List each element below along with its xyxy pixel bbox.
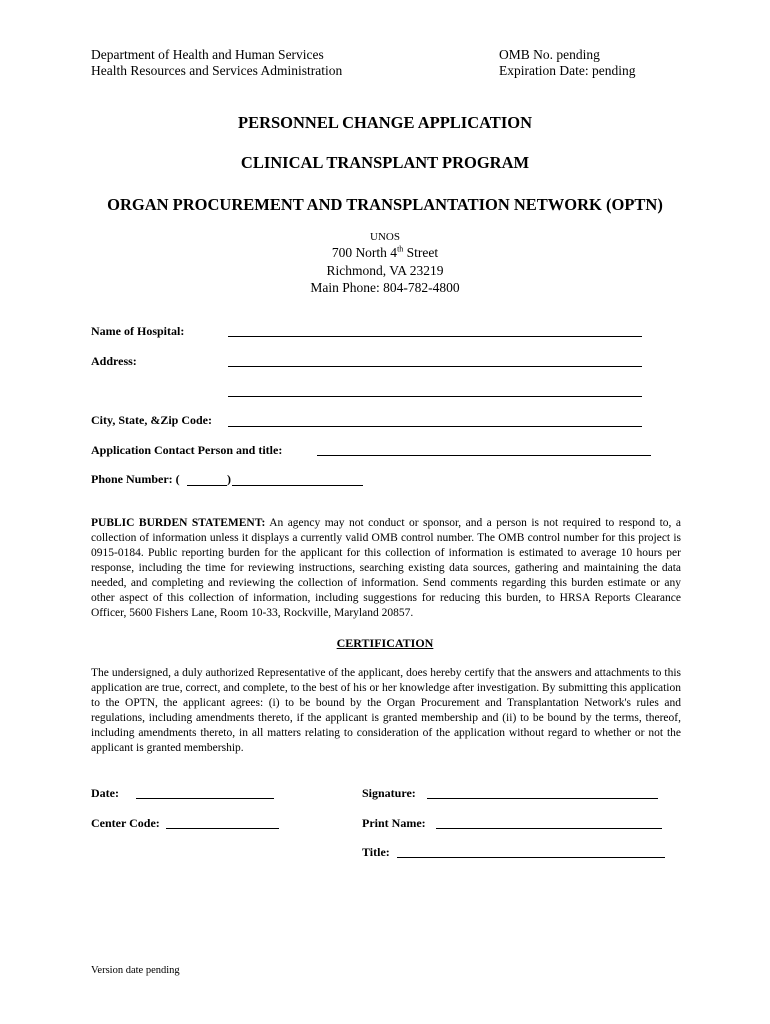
city-state-zip-field[interactable] bbox=[228, 412, 642, 427]
contact-person-field[interactable] bbox=[317, 441, 651, 456]
city-label: City, State, &Zip Code: bbox=[91, 413, 212, 427]
omb-number: OMB No. pending bbox=[499, 47, 600, 62]
date-label: Date: bbox=[91, 786, 119, 800]
administration-name: Health Resources and Services Administration bbox=[91, 63, 343, 78]
burden-heading: PUBLIC BURDEN STATEMENT: bbox=[91, 517, 266, 529]
phone-paren-close: ) bbox=[227, 472, 231, 486]
hospital-name-field[interactable] bbox=[228, 322, 642, 337]
address-label: Address: bbox=[91, 354, 137, 368]
hospital-label: Name of Hospital: bbox=[91, 324, 185, 338]
network-title: ORGAN PROCUREMENT AND TRANSPLANTATION NETWORK (OPTN) bbox=[107, 195, 663, 214]
phone-area-code-field[interactable] bbox=[187, 471, 227, 486]
phone-label: Phone Number: ( bbox=[91, 472, 180, 486]
title-field[interactable] bbox=[397, 843, 665, 858]
title-label: Title: bbox=[362, 845, 390, 859]
form-title: PERSONNEL CHANGE APPLICATION bbox=[238, 113, 532, 132]
main-phone: Main Phone: 804-782-4800 bbox=[310, 280, 460, 295]
certification-text: The undersigned, a duly authorized Representative of the applicant, does hereby certify that the answers and attachments to this application are true, correct, and complete, to the best of his or her knowledge after investigation. By submitting this application to the OPTN, the applicant agrees: (i) to be bound by the Organ Procurement and Transplantation Network's rules and regulations, including amendments thereto, if the applicant is granted membership and (ii) to be bound by the terms, thereof, including amendments thereto, in all matters relating to consideration of the application without regard to whether or not the applicant is granted membership. bbox=[91, 667, 681, 754]
expiration-date: Expiration Date: pending bbox=[499, 63, 636, 78]
org-name: UNOS bbox=[370, 231, 400, 243]
version-footer: Version date pending bbox=[91, 965, 180, 976]
date-field[interactable] bbox=[136, 784, 274, 799]
agency-header-left bbox=[91, 47, 342, 79]
street-address: 700 North 4th Street bbox=[331, 244, 439, 260]
public-burden-statement bbox=[91, 516, 681, 621]
contact-label: Application Contact Person and title: bbox=[91, 443, 283, 457]
print-name-field[interactable] bbox=[436, 814, 662, 829]
agency-header-right bbox=[499, 47, 635, 79]
department-name: Department of Health and Human Services bbox=[91, 47, 324, 62]
certification-heading: CERTIFICATION bbox=[336, 636, 434, 650]
center-code-field[interactable] bbox=[166, 814, 279, 829]
address-field-line2[interactable] bbox=[228, 382, 642, 397]
center-code-label: Center Code: bbox=[91, 816, 160, 830]
signature-field[interactable] bbox=[427, 784, 658, 799]
city-address: Richmond, VA 23219 bbox=[326, 263, 444, 278]
print-name-label: Print Name: bbox=[362, 816, 426, 830]
burden-text: An agency may not conduct or sponsor, and a person is not required to respond to, a collection of information unless it displays a currently valid OMB control number. The OMB control number for this project is 0915-0184. Public reporting burden for the applicant for this collection of information is estimated to average 10 hours per response, including the time for reviewing instructions, searching existing data sources, gathering and maintaining the data needed, and completing and reviewing the collection of information. Send comments regarding this burden estimate or any other aspect of this collection of information, including suggestions for reducing this burden, to HRSA Reports Clearance Officer, 5600 Fishers Lane, Room 10-33, Rockville, Maryland 20857. bbox=[91, 517, 681, 619]
program-title: CLINICAL TRANSPLANT PROGRAM bbox=[240, 153, 530, 172]
signature-label: Signature: bbox=[362, 786, 416, 800]
address-field-line1[interactable] bbox=[228, 352, 642, 367]
phone-number-field[interactable] bbox=[232, 471, 363, 486]
